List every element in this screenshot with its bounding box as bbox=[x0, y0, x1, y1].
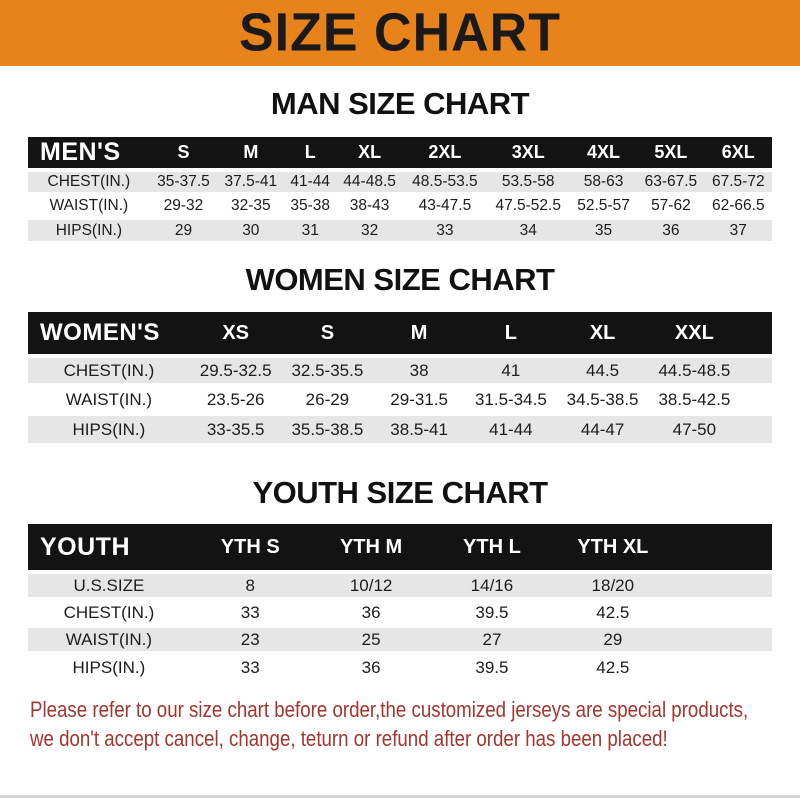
row-label: CHEST(IN.) bbox=[63, 602, 155, 622]
size-column-header: M bbox=[243, 142, 259, 162]
size-row bbox=[28, 385, 772, 414]
size-column-header: XL bbox=[358, 142, 382, 162]
size-cell: 32 bbox=[360, 221, 379, 239]
size-cell: 36 bbox=[361, 602, 381, 622]
size-cell: 36 bbox=[361, 657, 381, 677]
size-row bbox=[28, 599, 772, 626]
size-cell: 23 bbox=[240, 629, 260, 649]
size-cell: 32.5-35.5 bbox=[291, 360, 364, 380]
table-header-label: WOMEN'S bbox=[40, 319, 160, 346]
size-cell: 32-35 bbox=[230, 197, 271, 214]
size-cell: 44.5-48.5 bbox=[658, 360, 731, 380]
womens-section bbox=[0, 262, 800, 443]
size-cell: 41 bbox=[501, 360, 521, 380]
size-cell: 29-32 bbox=[163, 197, 204, 214]
filler-cell bbox=[673, 653, 772, 680]
size-cell: 14/16 bbox=[470, 575, 514, 595]
size-column-header: YTH L bbox=[463, 535, 521, 558]
size-cell: 38.5-41 bbox=[390, 419, 448, 439]
size-cell: 10/12 bbox=[349, 575, 393, 595]
table-header-row bbox=[28, 312, 772, 356]
size-cell: 34.5-38.5 bbox=[566, 389, 639, 409]
filler-cell bbox=[673, 626, 772, 653]
size-row bbox=[28, 194, 772, 218]
youth-size-table bbox=[28, 524, 772, 680]
size-cell: 44-48.5 bbox=[343, 173, 396, 190]
filler-cell bbox=[673, 599, 772, 626]
size-cell: 35-38 bbox=[290, 197, 331, 214]
size-column-header: XXL bbox=[674, 321, 714, 344]
size-cell: 30 bbox=[242, 221, 260, 239]
order-note-line-2: we don't accept cancel, change, teturn or refund after order has been placed! bbox=[30, 726, 668, 751]
size-column-header: L bbox=[504, 321, 517, 344]
size-cell: 27 bbox=[482, 629, 502, 649]
filler-cell bbox=[740, 312, 772, 356]
size-cell: 53.5-58 bbox=[501, 173, 555, 190]
order-note-line-1: Please refer to our size chart before order,the customized jerseys are special products, bbox=[30, 697, 749, 722]
mens-table-wrap bbox=[28, 137, 772, 241]
size-column-header: S bbox=[177, 142, 190, 162]
youth-table-wrap bbox=[28, 524, 772, 680]
filler-cell bbox=[673, 524, 772, 572]
table-header-row bbox=[28, 137, 772, 170]
size-cell: 29-31.5 bbox=[390, 389, 448, 409]
size-cell: 47-50 bbox=[672, 419, 717, 439]
womens-table-wrap bbox=[28, 312, 772, 443]
mens-heading: MAN SIZE CHART bbox=[270, 86, 530, 121]
size-cell: 67.5-72 bbox=[712, 173, 765, 190]
size-cell: 44-47 bbox=[580, 419, 625, 439]
size-cell: 26-29 bbox=[305, 389, 350, 409]
size-cell: 29 bbox=[174, 221, 193, 239]
size-row bbox=[28, 218, 772, 241]
table-header-row bbox=[28, 524, 772, 572]
size-cell: 33-35.5 bbox=[206, 419, 265, 439]
filler-cell bbox=[740, 385, 772, 414]
size-cell: 39.5 bbox=[475, 657, 509, 677]
row-label: CHEST(IN.) bbox=[63, 360, 155, 380]
size-cell: 37 bbox=[729, 221, 747, 239]
size-row bbox=[28, 414, 772, 443]
row-label: HIPS(IN.) bbox=[72, 419, 146, 439]
bottom-divider bbox=[0, 795, 800, 798]
size-cell: 41-44 bbox=[489, 419, 533, 439]
size-cell: 44.5 bbox=[586, 360, 620, 380]
size-column-header: 3XL bbox=[511, 142, 545, 162]
table-header-label: MEN'S bbox=[40, 138, 121, 166]
size-column-header: YTH XL bbox=[577, 535, 649, 558]
size-cell: 57-62 bbox=[651, 197, 691, 214]
size-cell: 8 bbox=[245, 575, 255, 595]
size-cell: 58-63 bbox=[583, 173, 624, 190]
size-cell: 35-37.5 bbox=[157, 173, 210, 190]
size-row bbox=[28, 170, 772, 194]
size-cell: 35 bbox=[594, 221, 613, 239]
size-chart-banner bbox=[0, 0, 800, 66]
size-column-header: XL bbox=[589, 321, 616, 344]
filler-cell bbox=[740, 414, 772, 443]
filler-cell bbox=[673, 572, 772, 599]
row-label: WAIST(IN.) bbox=[49, 197, 129, 214]
size-row bbox=[28, 626, 772, 653]
size-column-header: YTH S bbox=[220, 535, 280, 558]
size-row bbox=[28, 653, 772, 680]
order-note bbox=[30, 695, 800, 753]
womens-size-table bbox=[28, 312, 772, 443]
size-cell: 37.5-41 bbox=[224, 173, 278, 190]
row-label: U.S.SIZE bbox=[73, 575, 145, 595]
size-cell: 42.5 bbox=[596, 657, 630, 677]
size-cell: 36 bbox=[662, 221, 680, 239]
size-column-header: 2XL bbox=[428, 142, 462, 162]
size-cell: 63-67.5 bbox=[644, 173, 698, 190]
filler-cell bbox=[740, 356, 772, 385]
size-cell: 41-44 bbox=[290, 173, 331, 190]
size-column-header: L bbox=[304, 142, 316, 162]
size-cell: 31.5-34.5 bbox=[474, 389, 547, 409]
size-cell: 47.5-52.5 bbox=[495, 197, 561, 214]
row-label: WAIST(IN.) bbox=[65, 629, 153, 649]
size-row bbox=[28, 356, 772, 385]
table-header-label: YOUTH bbox=[40, 532, 130, 561]
size-cell: 31 bbox=[301, 221, 319, 239]
size-column-header: 4XL bbox=[587, 142, 621, 162]
size-cell: 34 bbox=[519, 221, 537, 239]
size-cell: 35.5-38.5 bbox=[291, 419, 364, 439]
size-column-header: 6XL bbox=[721, 142, 755, 162]
size-cell: 18/20 bbox=[591, 575, 635, 595]
size-cell: 33 bbox=[240, 657, 260, 677]
size-cell: 43-47.5 bbox=[418, 197, 472, 214]
size-cell: 38.5-42.5 bbox=[658, 389, 731, 409]
mens-size-table bbox=[28, 137, 772, 241]
size-row bbox=[28, 572, 772, 599]
row-label: HIPS(IN.) bbox=[72, 657, 146, 677]
size-cell: 62-66.5 bbox=[712, 197, 765, 214]
size-cell: 38 bbox=[409, 360, 429, 380]
size-cell: 48.5-53.5 bbox=[412, 173, 478, 190]
row-label: WAIST(IN.) bbox=[65, 389, 153, 409]
size-cell: 25 bbox=[361, 629, 381, 649]
size-column-header: M bbox=[410, 321, 428, 344]
size-cell: 52.5-57 bbox=[577, 197, 630, 214]
size-column-header: XS bbox=[222, 321, 249, 344]
size-cell: 29.5-32.5 bbox=[199, 360, 272, 380]
row-label: CHEST(IN.) bbox=[47, 173, 131, 190]
size-column-header: 5XL bbox=[654, 142, 688, 162]
size-cell: 42.5 bbox=[596, 602, 630, 622]
row-label: HIPS(IN.) bbox=[55, 221, 123, 239]
size-cell: 29 bbox=[603, 629, 623, 649]
banner-title: SIZE CHART bbox=[239, 2, 561, 64]
size-cell: 33 bbox=[240, 602, 260, 622]
youth-section bbox=[0, 475, 800, 680]
size-column-header: S bbox=[320, 321, 335, 344]
size-cell: 33 bbox=[436, 221, 454, 239]
size-cell: 23.5-26 bbox=[206, 389, 265, 409]
womens-heading: WOMEN SIZE CHART bbox=[245, 262, 555, 297]
youth-heading: YOUTH SIZE CHART bbox=[252, 475, 548, 510]
size-cell: 39.5 bbox=[475, 602, 509, 622]
mens-section bbox=[0, 86, 800, 241]
size-cell: 38-43 bbox=[349, 197, 390, 214]
size-column-header: YTH M bbox=[339, 535, 403, 558]
